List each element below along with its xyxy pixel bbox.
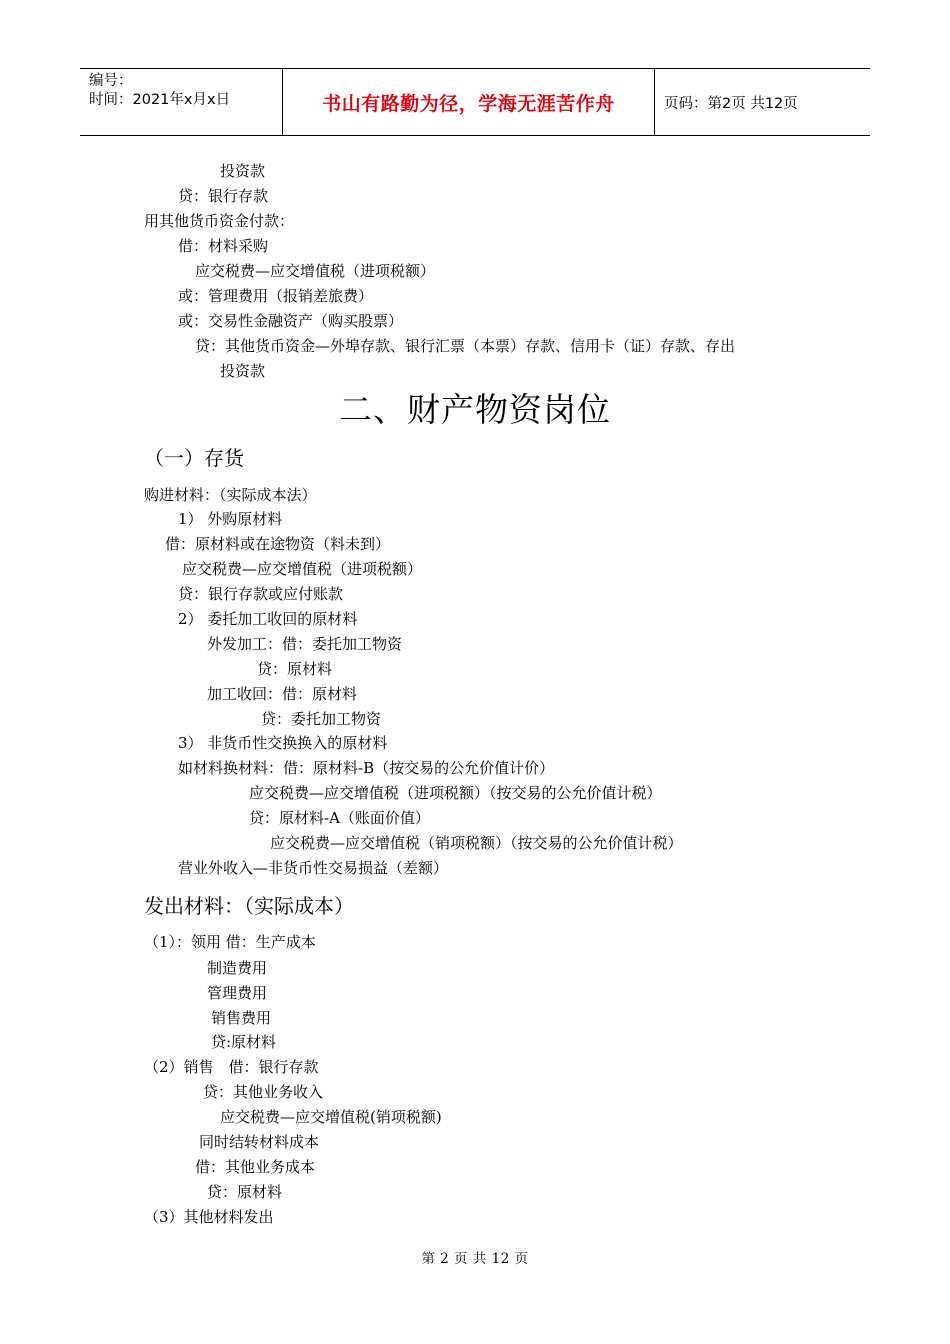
text-line: 同时结转材料成本 — [199, 1133, 320, 1151]
text-line: 贷：原材料 — [257, 660, 333, 678]
text-line: 投资款 — [220, 362, 266, 380]
text-line: 贷：银行存款 — [178, 187, 269, 205]
text-line: 3） 非货币性交换换入的原材料 — [178, 734, 388, 752]
subsection-title: 发出材料：（实际成本） — [144, 894, 354, 918]
text-line: 贷：其他货币资金—外埠存款、银行汇票（本票）存款、信用卡（证）存款、存出 — [195, 337, 736, 355]
text-line: 应交税费—应交增值税（销项税额）（按交易的公允价值计税） — [270, 834, 683, 852]
text-line: 借：材料采购 — [178, 237, 269, 255]
time-label: 时间：2021年x月x日 — [89, 92, 231, 108]
text-line: 用其他货币资金付款： — [144, 212, 295, 230]
text-line: 投资款 — [220, 162, 266, 180]
text-line: 2） 委托加工收回的原材料 — [178, 610, 358, 628]
text-line: 应交税费—应交增值税（进项税额）（按交易的公允价值计税） — [249, 784, 662, 802]
text-line: 借：原材料或在途物资（料未到） — [165, 535, 391, 553]
text-line: 贷：原材料 — [207, 1183, 283, 1201]
text-line: 制造费用 — [207, 959, 268, 977]
text-line: （2）销售 借：银行存款 — [144, 1058, 319, 1076]
header-meta — [80, 69, 282, 135]
text-line: 购进材料：（实际成本法） — [144, 486, 317, 504]
header-page-cell — [655, 69, 870, 135]
page-header — [80, 68, 870, 136]
text-line: 外发加工：借：委托加工物资 — [207, 635, 403, 653]
motto: 书山有路勤为径，学海无涯苦作舟 — [322, 92, 615, 115]
number-label: 编号： — [89, 73, 133, 89]
header-motto-cell — [282, 69, 655, 135]
text-line: 应交税费—应交增值税（进项税额） — [182, 560, 423, 578]
text-line: 应交税费—应交增值税（进项税额） — [195, 262, 436, 280]
text-line: 应交税费—应交增值税(销项税额) — [220, 1108, 442, 1126]
subsection-title: （一）存货 — [144, 446, 244, 470]
text-line: （1）：领用 借：生产成本 — [144, 933, 316, 951]
section-title: 二、财产物资岗位 — [339, 390, 611, 429]
text-line: 管理费用 — [207, 984, 268, 1002]
text-line: 贷：原材料-A（账面价值） — [249, 809, 430, 827]
text-line: 贷:原材料 — [211, 1033, 277, 1051]
page-footer: 第 2 页 共 12 页 — [421, 1251, 529, 1267]
text-line: 或：交易性金融资产（购买股票） — [178, 312, 404, 330]
text-line: 营业外收入—非货币性交易损益（差额） — [178, 859, 449, 877]
text-line: 如材料换材料：借：原材料-B（按交易的公允价值计价） — [178, 759, 555, 777]
text-line: （3）其他材料发出 — [144, 1208, 274, 1226]
text-line: 或：管理费用（报销差旅费） — [178, 287, 374, 305]
text-line: 贷：银行存款或应付账款 — [178, 585, 344, 603]
text-line: 销售费用 — [211, 1009, 272, 1027]
text-line: 借：其他业务成本 — [195, 1158, 316, 1176]
text-line: 贷：委托加工物资 — [261, 710, 382, 728]
text-line: 1） 外购原材料 — [178, 510, 283, 528]
text-line: 加工收回：借：原材料 — [207, 685, 358, 703]
page-info: 页码：第2页 共12页 — [664, 95, 798, 112]
text-line: 贷：其他业务收入 — [203, 1083, 324, 1101]
